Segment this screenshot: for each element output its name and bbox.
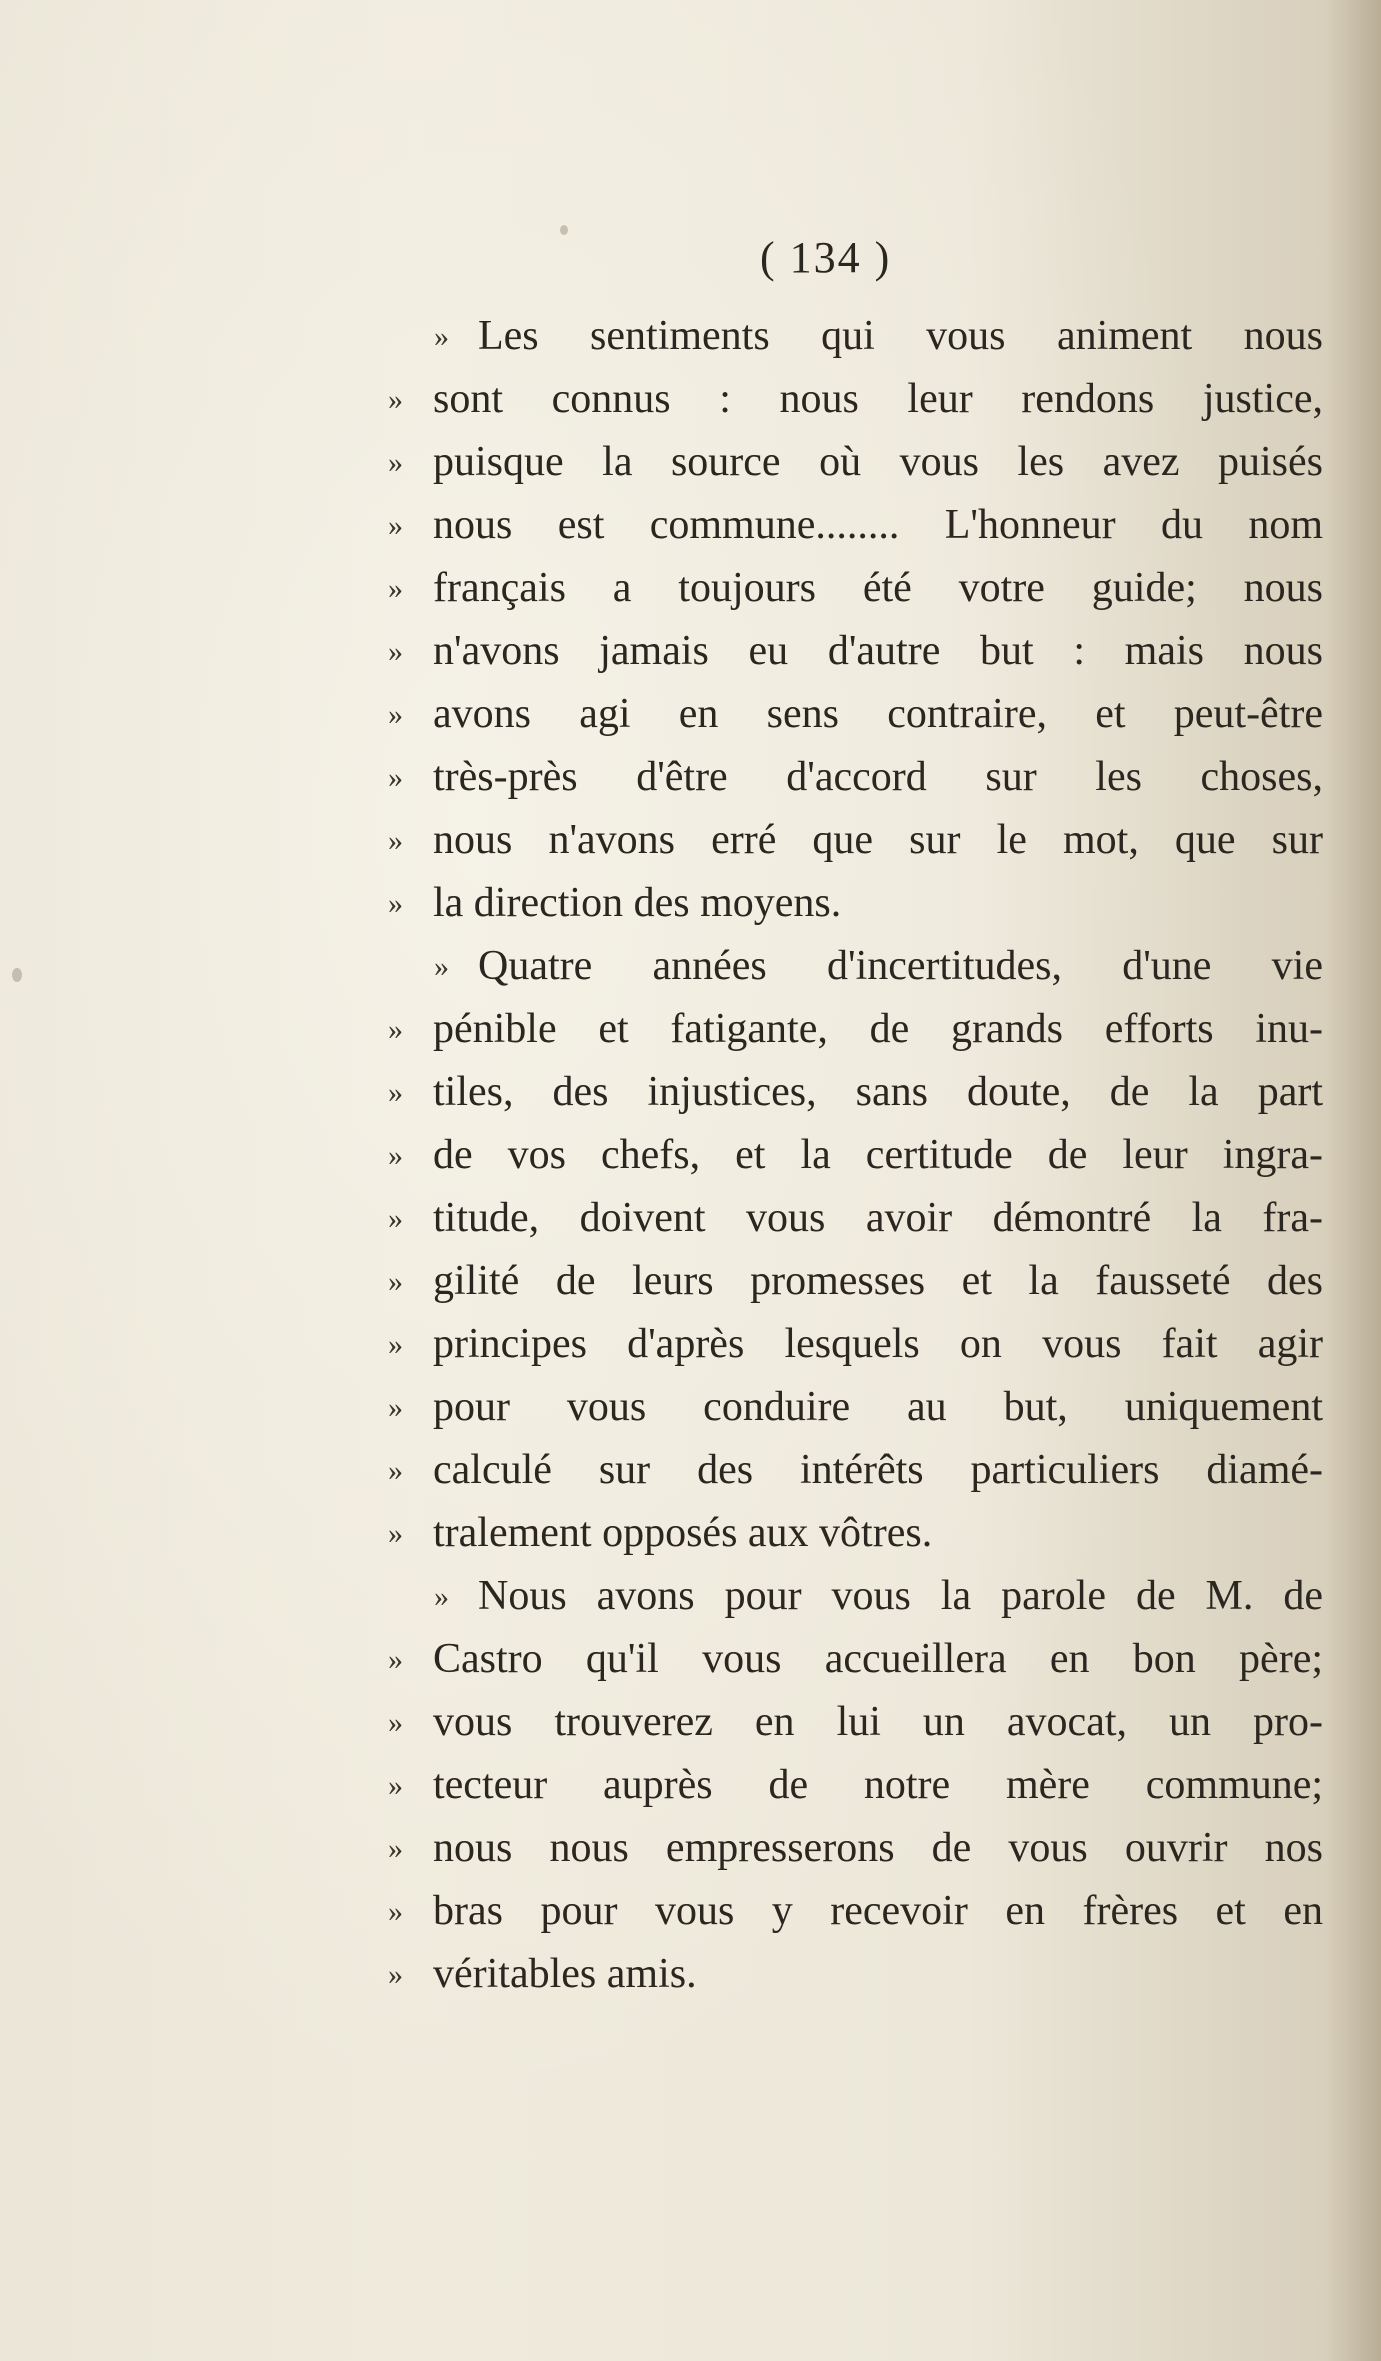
line-text: Les sentiments qui vous animent nous	[478, 313, 1323, 359]
line-text: français a toujours été votre guide; nous	[433, 565, 1323, 611]
line-text: vous trouverez en lui un avocat, un pro-	[433, 1699, 1323, 1745]
line-text: n'avons jamais eu d'autre but : mais nous	[433, 628, 1323, 674]
line-text: puisque la source où vous les avez puisés	[433, 439, 1323, 485]
text-line	[378, 1502, 1328, 1565]
line-text: Nous avons pour vous la parole de M. de	[478, 1573, 1323, 1619]
text-line	[378, 1376, 1328, 1439]
quote-mark: »	[388, 1202, 403, 1235]
line-text: nous est commune........ L'honneur du nom	[433, 502, 1323, 548]
text-line	[378, 1439, 1328, 1502]
quote-mark: »	[388, 572, 403, 605]
quote-mark: »	[388, 1769, 403, 1802]
text-line	[378, 620, 1328, 683]
text-line	[378, 1880, 1328, 1943]
line-text: bras pour vous y recevoir en frères et en	[433, 1888, 1323, 1934]
quote-mark: »	[388, 1706, 403, 1739]
line-text: nous nous empresserons de vous ouvrir nos	[433, 1825, 1323, 1871]
line-text: pénible et fatigante, de grands efforts inu-	[433, 1006, 1323, 1052]
text-line	[378, 1313, 1328, 1376]
line-text: tecteur auprès de notre mère commune;	[433, 1762, 1323, 1808]
text-line	[378, 809, 1328, 872]
text-line	[378, 1817, 1328, 1880]
page-number: ( 134 )	[760, 233, 892, 282]
line-text: avons agi en sens contraire, et peut-être	[433, 691, 1323, 737]
line-text: titude, doivent vous avoir démontré la fra-	[433, 1195, 1323, 1241]
text-line	[378, 1061, 1328, 1124]
quote-mark: »	[388, 1013, 403, 1046]
paragraph	[378, 1565, 1328, 2006]
text-line	[378, 368, 1328, 431]
quote-mark: »	[388, 1391, 403, 1424]
text-line	[378, 1691, 1328, 1754]
quote-mark: »	[388, 446, 403, 479]
paper-spot	[12, 968, 22, 982]
line-text: gilité de leurs promesses et la fausseté des	[433, 1258, 1323, 1304]
quote-mark: »	[388, 1328, 403, 1361]
quote-mark: »	[388, 1832, 403, 1865]
page-text	[378, 305, 1328, 2006]
quote-mark: »	[388, 635, 403, 668]
line-text: tralement opposés aux vôtres.	[433, 1510, 933, 1556]
paragraph	[378, 305, 1328, 935]
quote-mark: »	[434, 320, 449, 353]
line-text: Quatre années d'incertitudes, d'une vie	[478, 943, 1323, 989]
text-line	[378, 431, 1328, 494]
line-text: pour vous conduire au but, uniquement	[433, 1384, 1323, 1430]
line-text: tiles, des injustices, sans doute, de la part	[433, 1069, 1323, 1115]
text-line	[378, 557, 1328, 620]
line-text: sont connus : nous leur rendons justice,	[433, 376, 1323, 422]
line-text: calculé sur des intérêts particuliers diamé-	[433, 1447, 1323, 1493]
text-line	[378, 305, 1328, 368]
paragraph	[378, 935, 1328, 1565]
quote-mark: »	[434, 950, 449, 983]
text-line	[378, 1628, 1328, 1691]
text-line	[378, 1124, 1328, 1187]
text-line	[378, 746, 1328, 809]
quote-mark: »	[388, 1265, 403, 1298]
text-line	[378, 998, 1328, 1061]
quote-mark: »	[388, 698, 403, 731]
text-line	[378, 1250, 1328, 1313]
text-line	[378, 935, 1328, 998]
quote-mark: »	[388, 1076, 403, 1109]
quote-mark: »	[388, 887, 403, 920]
text-line	[378, 1565, 1328, 1628]
quote-mark: »	[434, 1580, 449, 1613]
text-line	[378, 683, 1328, 746]
text-line	[378, 1943, 1328, 2006]
line-text: Castro qu'il vous accueillera en bon père;	[433, 1636, 1323, 1682]
text-line	[378, 1754, 1328, 1817]
line-text: très-près d'être d'accord sur les choses,	[433, 754, 1323, 800]
quote-mark: »	[388, 1139, 403, 1172]
line-text: de vos chefs, et la certitude de leur ingra-	[433, 1132, 1323, 1178]
text-line	[378, 494, 1328, 557]
quote-mark: »	[388, 761, 403, 794]
text-line	[378, 1187, 1328, 1250]
quote-mark: »	[388, 1895, 403, 1928]
quote-mark: »	[388, 509, 403, 542]
quote-mark: »	[388, 824, 403, 857]
quote-mark: »	[388, 383, 403, 416]
paper-spot	[560, 225, 568, 235]
line-text: principes d'après lesquels on vous fait agir	[433, 1321, 1323, 1367]
quote-mark: »	[388, 1643, 403, 1676]
text-line	[378, 872, 1328, 935]
line-text: véritables amis.	[433, 1951, 697, 1997]
quote-mark: »	[388, 1958, 403, 1991]
line-text: la direction des moyens.	[433, 880, 842, 926]
line-text: nous n'avons erré que sur le mot, que sur	[433, 817, 1323, 863]
quote-mark: »	[388, 1517, 403, 1550]
quote-mark: »	[388, 1454, 403, 1487]
